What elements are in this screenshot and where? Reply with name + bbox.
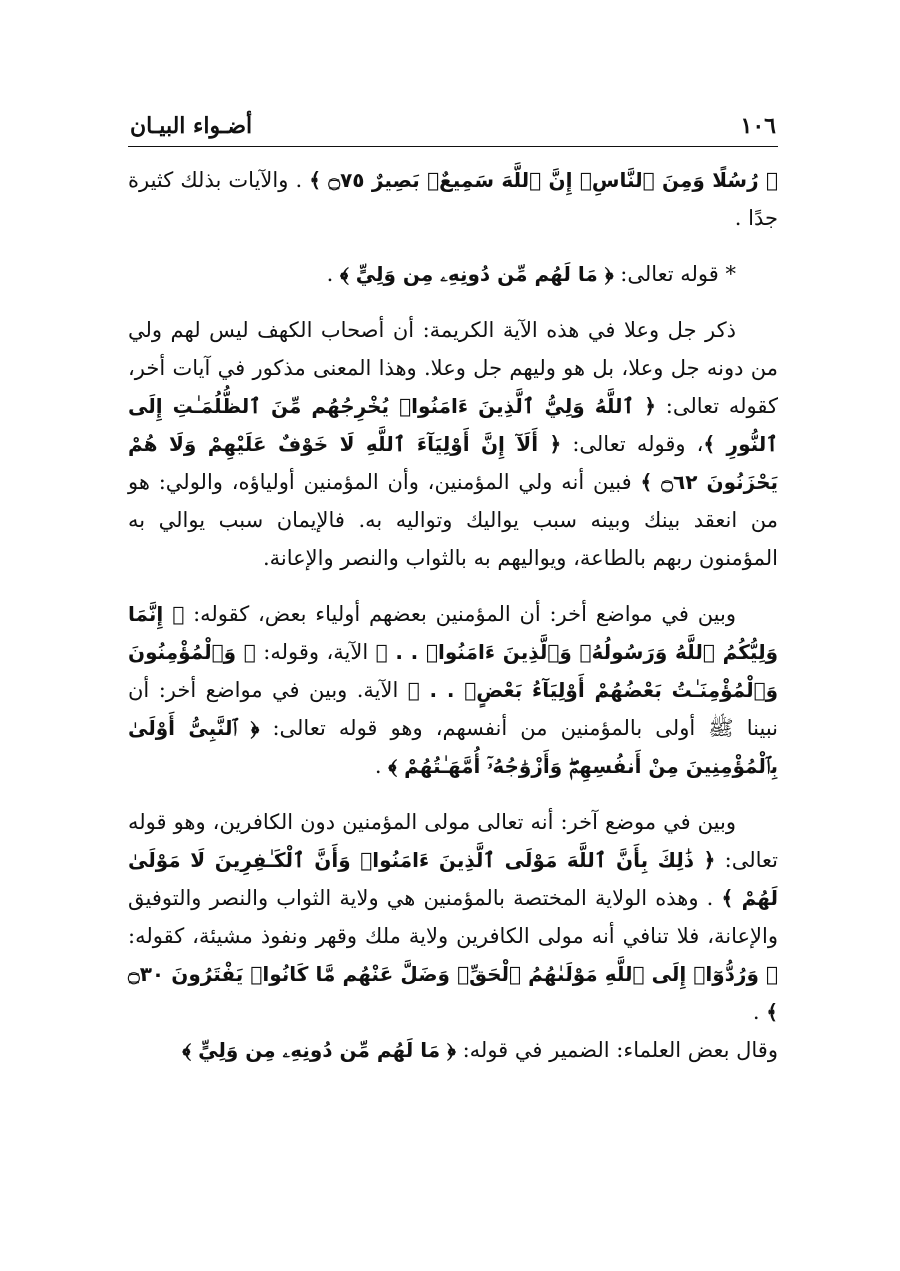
paragraph-gap bbox=[128, 785, 778, 803]
heading-end: . bbox=[326, 262, 340, 286]
paragraph-text: . وهذه الولاية المختصة بالمؤمنين هي ولاية الثواب والنصر والتوفيق والإعانة، فلا تنافي أنه مولى الكافرين ولاية ملك وقهر ونفوذ مشيئة، كقوله: bbox=[128, 886, 778, 948]
paragraph-body bbox=[128, 311, 778, 577]
paragraph-body bbox=[128, 1031, 778, 1069]
book-page bbox=[128, 112, 778, 1069]
paragraph-gap bbox=[128, 237, 778, 255]
paragraph-body bbox=[128, 595, 778, 785]
paragraph-text: . والآيات بذلك كثيرة جدًا . bbox=[128, 168, 778, 230]
quran-verse: ﴿ ذَٰلِكَ بِأَنَّ ٱللَّهَ مَوْلَى ٱلَّذِينَ ءَامَنُوا۟ وَأَنَّ ٱلْكَـٰفِرِينَ لَا مَوْلَىٰ لَهُمْ ﴾ bbox=[128, 848, 779, 910]
paragraph-text: وقال بعض العلماء: الضمير في قوله: bbox=[455, 1038, 778, 1062]
quran-verse: ﴿ رُسُلًا وَمِنَ ٱلنَّاسِۚ إِنَّ ٱللَّهَ سَمِيعٌۢ بَصِيرٌ ۝٧٥ ﴾ bbox=[309, 168, 778, 192]
paragraph-text: . bbox=[374, 754, 389, 778]
quran-verse: ﴿ أَلَآ إِنَّ أَوْلِيَآءَ ٱللَّهِ لَا خَوْفٌ عَلَيْهِمْ وَلَا هُمْ يَحْزَنُونَ ۝٦٢ ﴾ bbox=[128, 432, 778, 494]
quran-verse: ﴿ ٱلنَّبِىُّ أَوْلَىٰ بِٱلْمُؤْمِنِينَ مِنْ أَنفُسِهِمْۖ وَأَزْوَٰجُهُۥٓ أُمَّهَـٰتُهُمْ ﴾ bbox=[128, 716, 778, 778]
quran-verse: ﴿ إِنَّمَا وَلِيُّكُمُ ٱللَّهُ وَرَسُولُهُۥ وَٱلَّذِينَ ءَامَنُوا۟ . . ﴾ bbox=[128, 602, 779, 664]
paragraph-text: وبين في مواضع أخر: أن المؤمنين بعضهم أولياء بعض، كقوله: bbox=[184, 602, 736, 626]
page-number: ١٠٦ bbox=[740, 113, 776, 139]
heading-text: * قوله تعالى: bbox=[613, 262, 736, 286]
paragraph-text: الآية، وقوله: bbox=[255, 640, 376, 664]
header-rule bbox=[128, 146, 778, 147]
quran-verse: ﴿ وَرُدُّوٓا۟ إِلَى ٱللَّهِ مَوْلَىٰهُمُ ٱلْحَقِّۖ وَضَلَّ عَنْهُم مَّا كَانُوا۟ يَفْتَرُونَ ۝٣٠ ﴾ bbox=[128, 962, 778, 1024]
quran-verse: ﴿ مَا لَهُم مِّن دُونِهِۦ مِن وَلِيٍّ ﴾ bbox=[182, 1038, 456, 1062]
paragraph-gap bbox=[128, 293, 778, 311]
paragraph-continuation bbox=[128, 161, 778, 237]
paragraph-text: ، وقوله تعالى: bbox=[561, 432, 704, 456]
paragraph-text: ذكر جل وعلا في هذه الآية الكريمة: أن أصحاب الكهف ليس لهم ولي من دونه جل وعلا، بل هو وليهم جل وعلا. وهذا المعنى مذكور في آيات أخر، كقوله تعالى: bbox=[128, 318, 779, 418]
paragraph-body bbox=[128, 803, 778, 1031]
quran-verse: ﴿ ٱللَّهُ وَلِيُّ ٱلَّذِينَ ءَامَنُوا۟ يُخْرِجُهُم مِّنَ ٱلظُّلُمَـٰتِ إِلَى ٱلنُّورِ ﴾ bbox=[128, 394, 779, 456]
quran-verse: ﴿ وَٱلْمُؤْمِنُونَ وَٱلْمُؤْمِنَـٰتُ بَعْضُهُمْ أَوْلِيَآءُ بَعْضٍۚ . . ﴾ bbox=[128, 640, 779, 702]
book-title: أضـواء البيـان bbox=[130, 113, 253, 139]
paragraph-text: . bbox=[752, 1000, 767, 1024]
paragraph-text: فبين أنه ولي المؤمنين، وأن المؤمنين أولياؤه، والولي: هو من انعقد بينك وبينه سبب يواليك وتواليه به. فالإيمان سبب يوالي به المؤمنون ربهم بالطاعة، ويواليهم به بالثواب والنصر والإعانة. bbox=[128, 470, 778, 570]
running-header bbox=[128, 112, 778, 146]
paragraph-gap bbox=[128, 577, 778, 595]
section-heading bbox=[128, 255, 778, 293]
quran-verse: ﴿ مَا لَهُم مِّن دُونِهِۦ مِن وَلِيٍّ ﴾ bbox=[339, 262, 614, 286]
paragraph-text: الآية. وبين في مواضع أخر: أن نبينا ﷺ أولى بالمؤمنين من أنفسهم، وهو قوله تعالى: bbox=[128, 678, 778, 740]
paragraph-text: وبين في موضع آخر: أنه تعالى مولى المؤمنين دون الكافرين، وهو قوله تعالى: bbox=[128, 810, 778, 872]
